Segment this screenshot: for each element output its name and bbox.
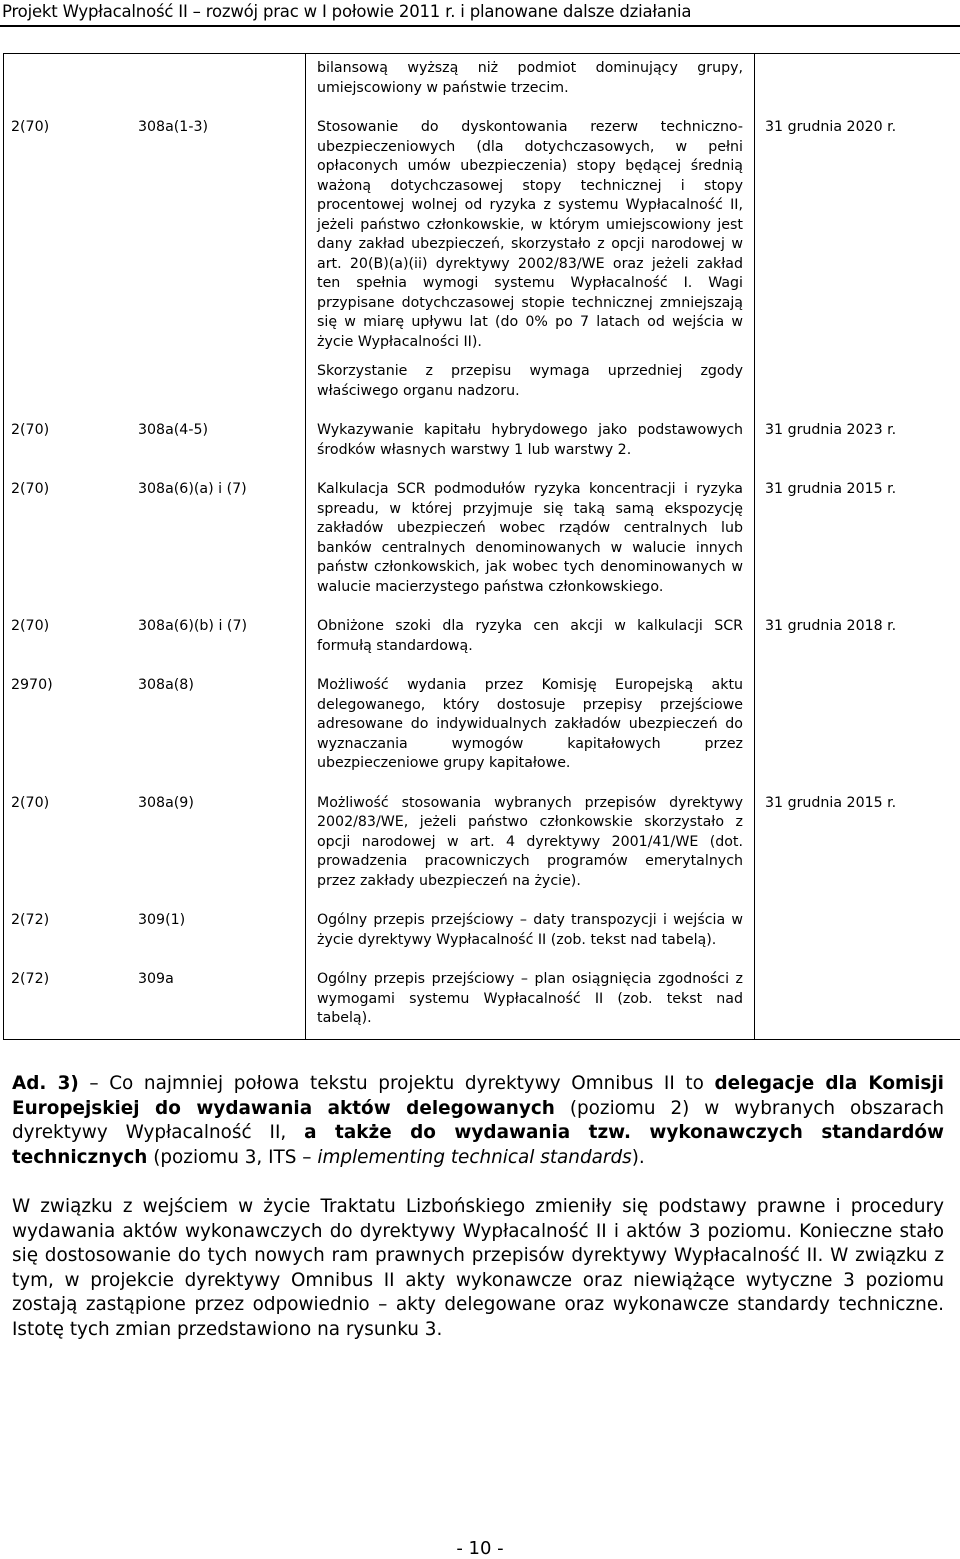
paragraph-lisbon: W związku z wejściem w życie Traktatu Lizbońskiego zmieniły się podstawy prawne i procedury wydawania aktów wykonawczych do dyrektywy Wypłacalność II i aktów 3 poziomu. Konieczne stało się dostosowanie do tych nowych ram prawnych przepisów dyrektywy Wypłacalność II. W związku z tym, w projekcie dyrektywy Omnibus II akty wykonawcze oraz niewiążące wytyczne 3 poziomu zostają zastąpione przez odpowiednio – akty delegowane oraz wykonawcze standardy techniczne. Istotę tych zmian przedstawiono na rysunku 3. (12, 1195, 944, 1342)
table-row (4, 607, 960, 666)
cell-article: 2970) (4, 666, 139, 784)
cell-description (306, 108, 755, 411)
cell-description: Ogólny przepis przejściowy – daty transpozycji i wejścia w życie dyrektywy Wypłacalność II (zob. tekst nad tabelą). (306, 901, 755, 960)
cell-reference (138, 54, 306, 109)
cell-description: bilansową wyższą niż podmiot dominujący grupy, umiejscowiony w państwie trzecim. (306, 54, 755, 109)
cell-article: 2(70) (4, 607, 139, 666)
text-run: ). (632, 1147, 645, 1168)
paragraph-ad3 (12, 1072, 944, 1170)
table-row (4, 470, 960, 607)
cell-reference: 308a(9) (138, 784, 306, 902)
cell-reference: 308a(6)(b) i (7) (138, 607, 306, 666)
cell-deadline: 31 grudnia 2023 r. (755, 411, 960, 470)
paragraph-label: Ad. 3) (12, 1073, 79, 1094)
cell-article: 2(72) (4, 901, 139, 960)
cell-reference: 309a (138, 960, 306, 1039)
cell-deadline (755, 960, 960, 1039)
cell-deadline: 31 grudnia 2015 r. (755, 470, 960, 607)
table-row (4, 784, 960, 902)
transitional-provisions-table (3, 53, 960, 1040)
cell-article: 2(70) (4, 470, 139, 607)
cell-description: Możliwość wydania przez Komisję Europejską aktu delegowanego, który dostosuje przepisy przejściowe adresowane do indywidualnych zakładów ubezpieczeń do wyznaczania wymogów kapitałowych przez ubezpieczeniowe grupy kapitałowe. (306, 666, 755, 784)
cell-deadline: 31 grudnia 2018 r. (755, 607, 960, 666)
cell-reference: 308a(1-3) (138, 108, 306, 411)
cell-description: Ogólny przepis przejściowy – plan osiągnięcia zgodności z wymogami systemu Wypłacalność II (zob. tekst nad tabelą). (306, 960, 755, 1039)
cell-reference: 308a(6)(a) i (7) (138, 470, 306, 607)
italic-term: implementing technical standards (317, 1147, 631, 1168)
cell-deadline: 31 grudnia 2020 r. (755, 108, 960, 411)
text-run: (poziomu 2) w wybranych obszarach dyrektywy Wypłacalność II, (12, 1098, 944, 1144)
table-row (4, 411, 960, 470)
text-run: – Co najmniej połowa tekstu projektu dyrektywy Omnibus II to (79, 1073, 715, 1094)
table-row (4, 108, 960, 411)
cell-article: 2(72) (4, 960, 139, 1039)
cell-description: Obniżone szoki dla ryzyka cen akcji w kalkulacji SCR formułą standardową. (306, 607, 755, 666)
cell-reference: 308a(8) (138, 666, 306, 784)
cell-deadline (755, 901, 960, 960)
emphasis-delegations: delegacje dla Komisji Europejskiej do wydawania aktów delegowanych (12, 1073, 944, 1119)
description-note: Skorzystanie z przepisu wymaga uprzedniej zgody właściwego organu nadzoru. (317, 363, 743, 399)
cell-article: 2(70) (4, 784, 139, 902)
cell-description: Kalkulacja SCR podmodułów ryzyka koncentracji i ryzyka spreadu, w której przyjmuje się taką samą ekspozycję zakładów ubezpieczeń wobec rządów centralnych lub banków centralnych denominowanych w walucie innych państw członkowskich, jak wobec tych denominowanych w walucie macierzystego państwa członkowskiego. (306, 470, 755, 607)
table-row (4, 666, 960, 784)
cell-article: 2(70) (4, 108, 139, 411)
cell-deadline: 31 grudnia 2015 r. (755, 784, 960, 902)
table-row (4, 960, 960, 1039)
emphasis-standards: a także do wydawania tzw. wykonawczych standardów technicznych (12, 1122, 944, 1168)
cell-description: Wykazywanie kapitału hybrydowego jako podstawowych środków własnych warstwy 1 lub warstwy 2. (306, 411, 755, 470)
header-title: Projekt Wypłacalność II – rozwój prac w I połowie 2011 r. i planowane dalsze działania (2, 2, 691, 21)
cell-article: 2(70) (4, 411, 139, 470)
table-row (4, 54, 960, 109)
text-run: (poziomu 3, ITS – (147, 1147, 317, 1168)
cell-description: Możliwość stosowania wybranych przepisów dyrektywy 2002/83/WE, jeżeli państwo członkowskie skorzystało z opcji narodowej w art. 4 dyrektywy 2001/41/WE (dot. prowadzenia pracowniczych programów emerytalnych przez zakłady ubezpieczeń na życie). (306, 784, 755, 902)
page-number: - 10 - (0, 1538, 960, 1559)
table-row (4, 901, 960, 960)
cell-article (4, 54, 139, 109)
cell-deadline (755, 54, 960, 109)
cell-deadline (755, 666, 960, 784)
cell-reference: 308a(4-5) (138, 411, 306, 470)
paragraph-gap (317, 352, 743, 362)
page-header (0, 0, 960, 27)
description-text: Stosowanie do dyskontowania rezerw techniczno-ubezpieczeniowych (dla dotychczasowych, w pełni opłaconych umów ubezpieczenia) stopy będącej średnią ważoną dotychczasowej stopy technicznej i stopy procentowej wolnej od ryzyka z systemu Wypłacalność II, jeżeli państwo członkowskie, w którym umiejscowiony jest dany zakład ubezpieczeń, skorzystało z opcji narodowej w art. 20(B)(a)(ii) dyrektywy 2002/83/WE oraz jeżeli zakład ten spełnia wymogi systemu Wypłacalność I. Wagi przypisane dotychczasowej stopie technicznej zmniejszają się w miarę upływu lat (do 0% po 7 latach od wejścia w życie Wypłacalności II). (317, 119, 743, 350)
cell-reference: 309(1) (138, 901, 306, 960)
